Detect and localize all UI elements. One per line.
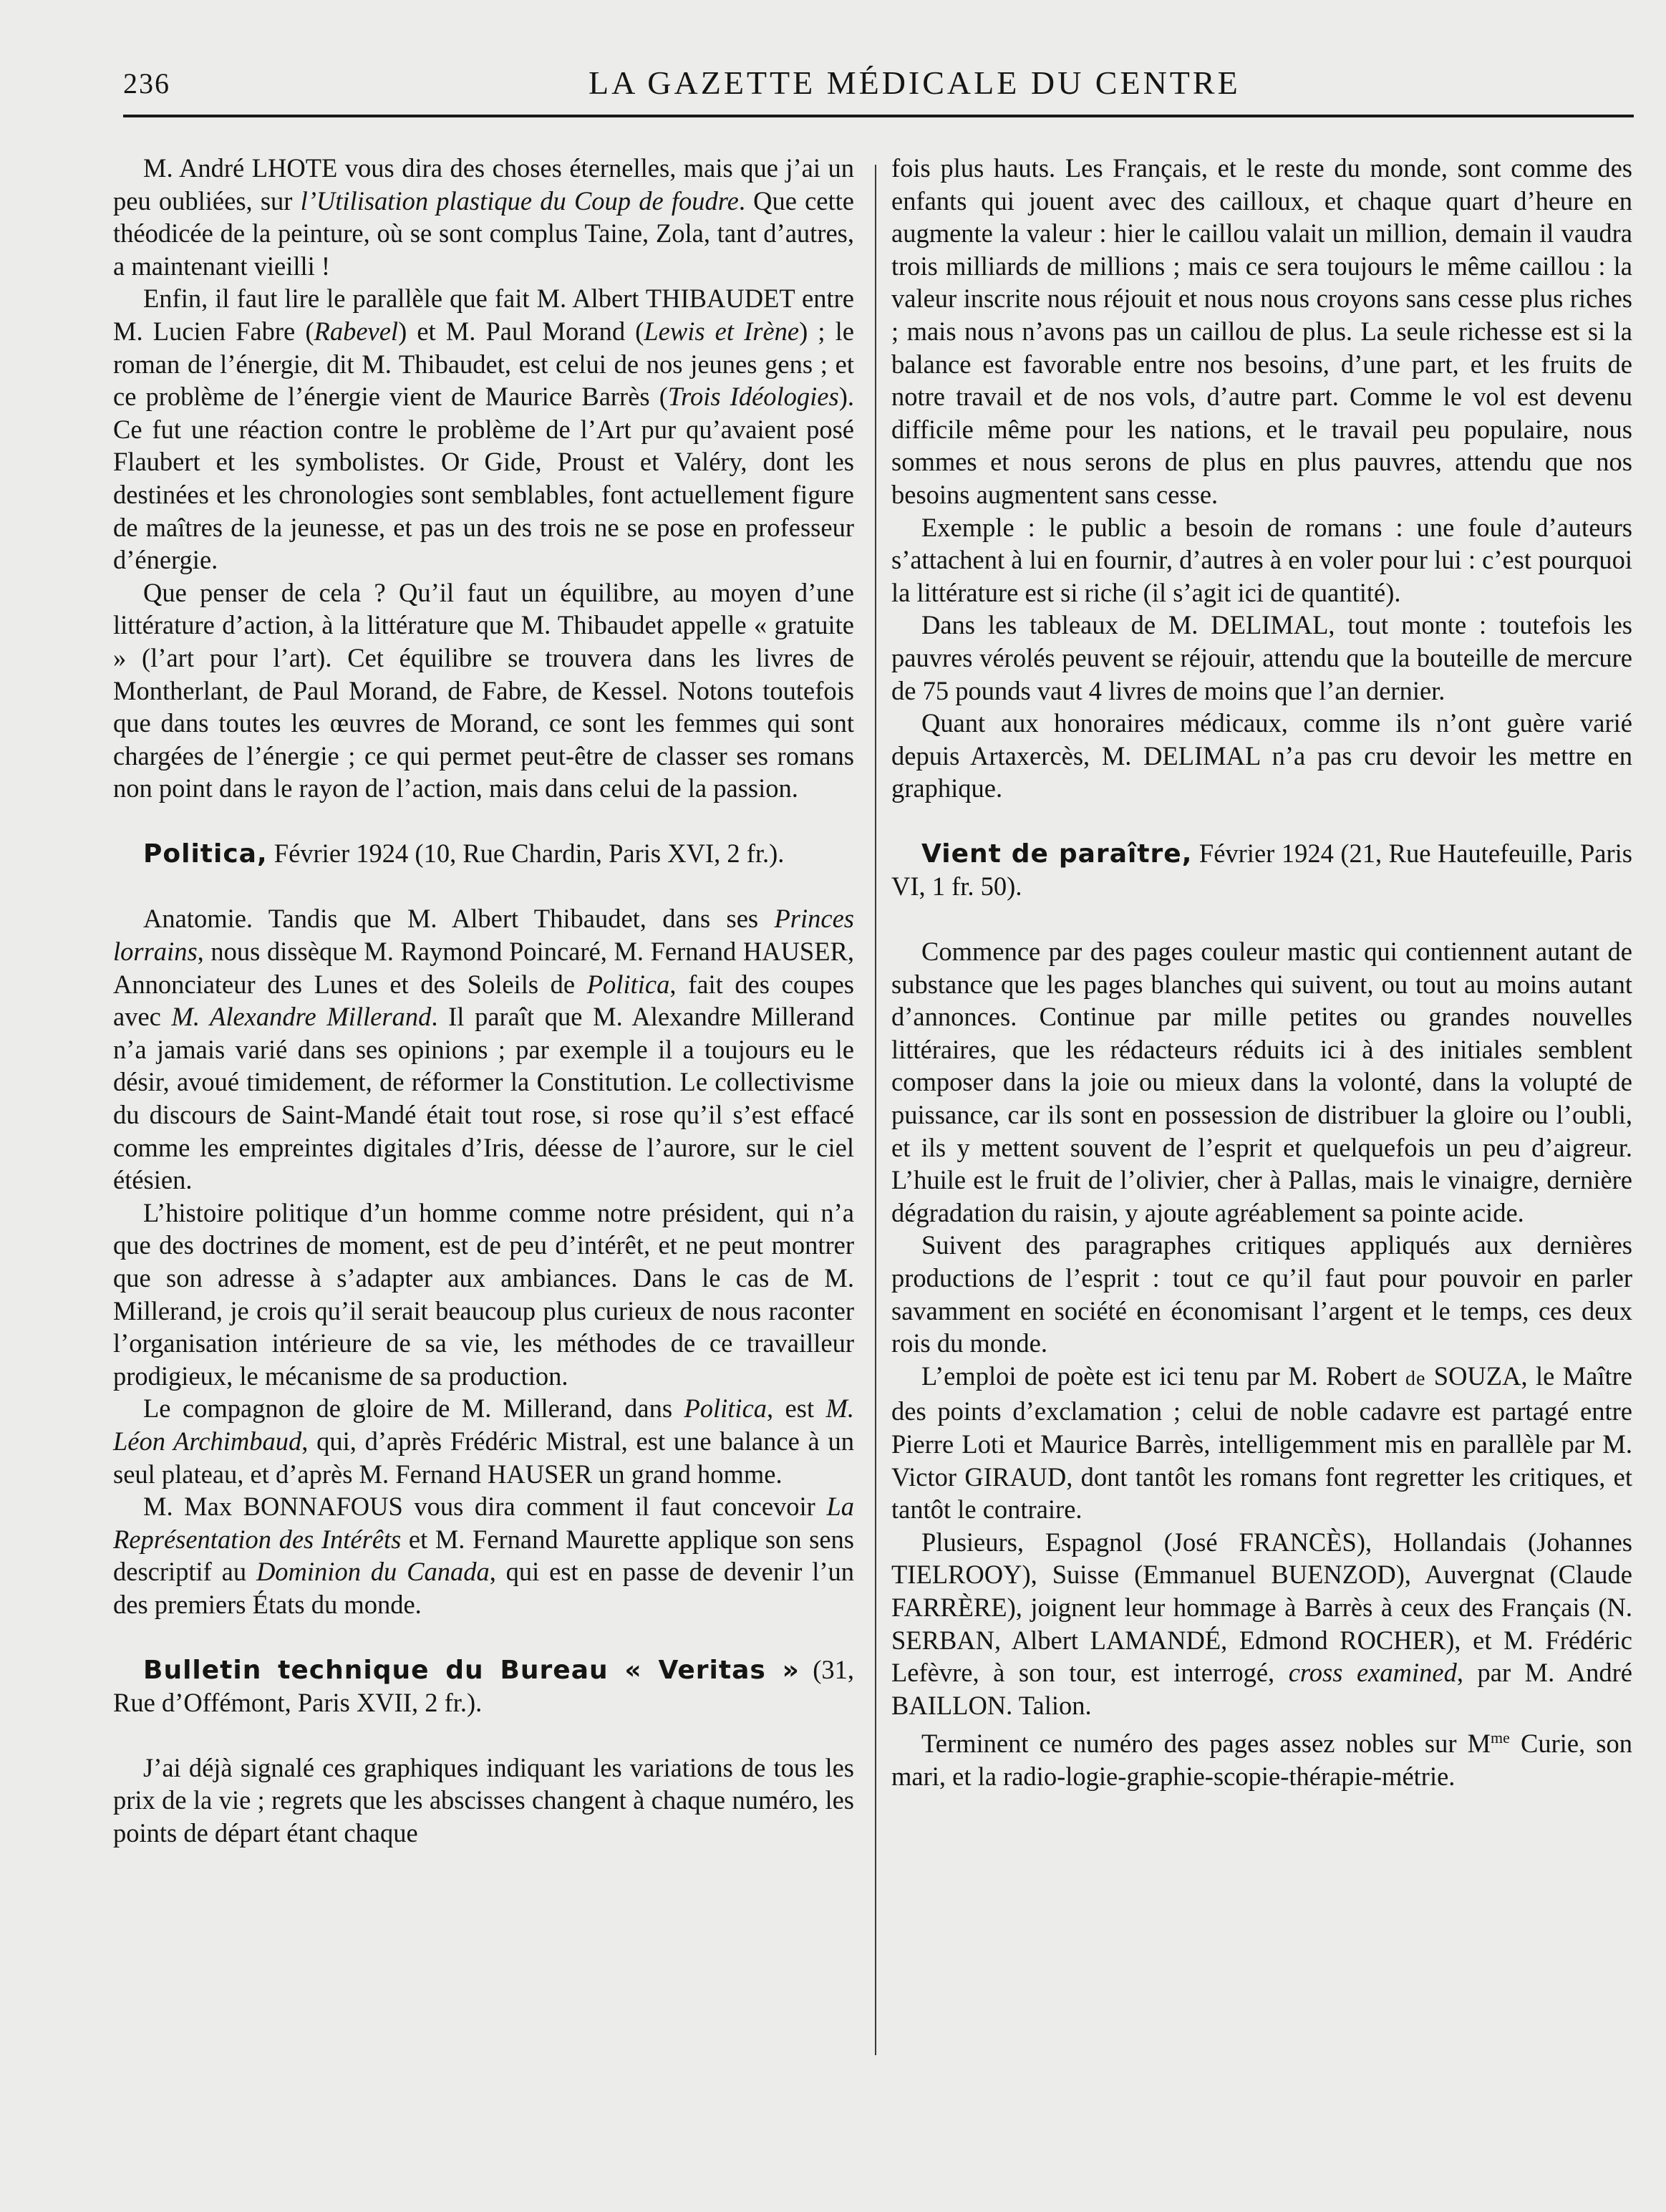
paragraph-lhote: M. André LHOTE vous dira des choses éternelles, mais que j’ai un peu oubliées, sur l’Utilisation plastique du Coup de foudre. Que cette théodicée de la peinture, où se sont complus Taine, Zola, tant d’autres, a maintenant vieilli ! (113, 153, 854, 281)
running-title: LA GAZETTE MÉDICALE DU CENTRE (589, 64, 1241, 101)
column-divider (875, 165, 876, 2055)
paragraph-thibaudet: Enfin, il faut lire le parallèle que fait M. Albert THIBAUDET entre M. Lucien Fabre (Rabevel) et M. Paul Morand (Lewis et Irène) ; le roman de l’énergie, dit M. Thibaudet, est celui de nos jeunes gens ; et ce problème de l’énergie vient de Maurice Barrès (Trois Idéologies). Ce fut une réaction contre le problème de l’Art pur qu’avaient posé Flaubert et les symbolistes. Or Gide, Proust et Valéry, dont les destinées et les chronologies sont semblables, font actuellement figure de maîtres de la jeunesse, et pas un des trois ne se pose en professeur d’énergie. (113, 284, 854, 575)
paragraph-delimal: Dans les tableaux de M. DELIMAL, tout monte : toutefois les pauvres vérolés peuvent se réjouir, attendu que la bouteille de mercure de 75 pounds vaut 4 livres de moins que l’an dernier. (891, 610, 1632, 705)
right-column (891, 152, 1632, 1793)
paragraph-anatomie: Anatomie. Tandis que M. Albert Thibaudet, dans ses Princes lorrains, nous dissèque M. Raymond Poincaré, M. Fernand HAUSER, Annonciateur des Lunes et des Soleils de Politica, fait des coupes avec M. Alexandre Millerand. Il paraît que M. Alexandre Millerand n’a jamais varié dans ses opinions ; par exemple il a toujours eu le désir, avoué timidement, de réformer la Constitution. Le collectivisme du discours de Saint-Mandé était tout rose, si rose qu’il s’est effacé comme les empreintes digitales d’Iris, déesse de l’aurore, sur le ciel étésien. (113, 904, 854, 1195)
paragraph-graphiques: J’ai déjà signalé ces graphiques indiquant les variations de tous les prix de la vie ; regrets que les abscisses changent à chaque numéro, les points de départ étant chaque (113, 1752, 854, 1848)
left-column (113, 152, 854, 1850)
paragraph-histoire-politique: L’histoire politique d’un homme comme notre président, qui n’a que des doctrines de moment, est de peu d’intérêt, et ne peut montrer que son adresse à s’adapter aux ambiances. Dans le cas de M. Millerand, je crois qu’il serait beaucoup plus curieux de nous raconter l’organisation intérieure de sa vie, les méthodes de ce travailleur prodigieux, le mécanisme de sa production. (113, 1197, 854, 1391)
heading-veritas: Bulletin technique du Bureau « Veritas » (31, Rue d’Offémont, Paris XVII, 2 fr.). (113, 1654, 855, 1718)
paragraph-equilibre: Que penser de cela ? Qu’il faut un équilibre, au moyen d’une littérature d’action, à la littérature que M. Thibaudet appelle « gratuite » (l’art pour l’art). Cet équilibre se trouvera dans les livres de Montherlant, de Paul Morand, de Fabre, de Kessel. Notons toutefois que dans toutes les œuvres de Morand, ce sont les femmes qui sont chargées de l’énergie ; ce qui permet peut-être de classer ses romans non point dans le rayon de l’action, mais dans celui de la passion. (113, 577, 854, 803)
page-number: 236 (123, 67, 170, 100)
paragraph-curie: Terminent ce numéro des pages assez nobles sur $M^{me}$ Curie, son mari, et la radio-logie-graphie-scopie-thérapie-métrie. (891, 1729, 1632, 1792)
paragraph-souza: L’emploi de poète est ici tenu par M. Robert de SOUZA, le Maître des points d’exclamation ; celui de noble cadavre est partagé entre Pierre Loti et Maurice Barrès, intelligemment mis en parallèle par M. Victor GIRAUD, dont tantôt les romans font regretter les critiques, et tantôt le contraire. (891, 1361, 1632, 1525)
paragraph-honoraires: Quant aux honoraires médicaux, comme ils n’ont guère varié depuis Artaxercès, M. DELIMAL n’a pas cru devoir les mettre en graphique. (891, 708, 1632, 803)
header-rule (123, 115, 1634, 117)
paragraph-compagnon: Le compagnon de gloire de M. Millerand, dans Politica, est M. Léon Archimbaud, qui, d’après Frédéric Mistral, est une balance à un seul plateau, et d’après M. Fernand HAUSER un grand homme. (113, 1394, 855, 1489)
paragraph-mastic: Commence par des pages couleur mastic qui contiennent autant de substance que les pages blanches qui suivent, ou tout au moins autant d’annonces. Continue par mille petites ou grandes nouvelles littéraires, que les rédacteurs réduits ici à des initiales semblent composer dans la joie ou mieux dans la volonté, dans la volupté de puissance, car ils sont en possession de distribuer la gloire ou l’oubli, et ils y mettent souvent de l’esprit et quelquefois un peu d’aigreur. L’huile est le fruit de l’olivier, cher à Pallas, mais le vinaigre, dernière dégradation du raisin, y ajoute agréablement sa pointe acide. (891, 937, 1632, 1227)
paragraph-cailloux: fois plus hauts. Les Français, et le reste du monde, sont comme des enfants qui jouent avec des cailloux, et chaque quart d’heure en augmente la valeur : hier le caillou valait un million, demain il vaudra trois milliards de millions ; mais ce sera toujours le même caillou : la valeur inscrite nous réjouit et nous nous croyons sans cesse plus riches ; mais nous n’avons pas un caillou de plus. La seule richesse est si la balance est favorable entre nos besoins, d’une part, et les fruits de notre travail et de nos vols, d’autre part. Comme le vol est devenu difficile même pour les nations, et le travail peu populaire, nous sommes et nous serons de plus en plus pauvres, attendu que nos besoins augmentent sans cesse. (891, 153, 1632, 509)
paragraph-exemple: Exemple : le public a besoin de romans : une foule d’auteurs s’attachent à lui en fournir, d’autres à en voler pour lui : c’est pourquoi la littérature est si riche (il s’agit ici de quantité). (891, 512, 1632, 607)
paragraph-paragraphes-critiques: Suivent des paragraphes critiques appliqués aux dernières productions de l’esprit : tout ce qu’il faut pour pouvoir en parler savamment en société en économisant l’argent et le temps, ces deux rois du monde. (891, 1230, 1632, 1358)
page-header (123, 61, 1634, 118)
paragraph-bonnafous: M. Max BONNAFOUS vous dira comment il faut concevoir La Représentation des Intérêts et M. Fernand Maurette applique son sens descriptif au Dominion du Canada, qui est en passe de devenir l’un des premiers États du monde. (113, 1492, 854, 1619)
heading-politica: Politica, Février 1924 (10, Rue Chardin, Paris XVI, 2 fr.). (143, 838, 785, 869)
heading-vient-de-paraitre: Vient de paraître, Février 1924 (21, Rue Hautefeuille, Paris VI, 1 fr. 50). (891, 838, 1632, 902)
paragraph-plusieurs: Plusieurs, Espagnol (José FRANCÈS), Hollandais (Johannes TIELROOY), Suisse (Emmanuel BUENZOD), Auvergnat (Claude FARRÈRE), joignent leur hommage à Barrès à ceux des Français (N. SERBAN, Albert LAMANDÉ, Edmond ROCHER), et M. Frédéric Lefèvre, à son tour, est interrogé, cross examined, par M. André BAILLON. Talion. (891, 1527, 1633, 1720)
